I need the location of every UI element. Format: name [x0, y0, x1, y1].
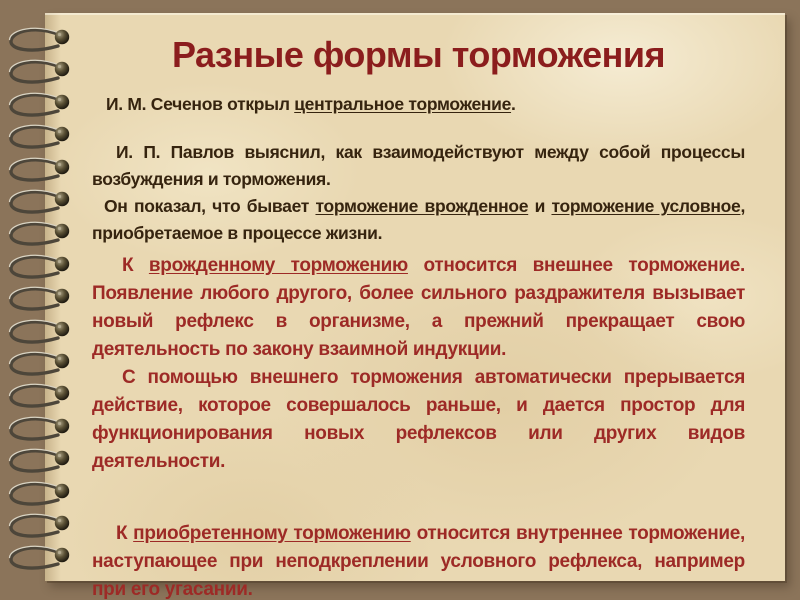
text-segment: . [511, 94, 516, 115]
paragraph [92, 139, 745, 193]
spiral-ring-icon [6, 26, 72, 56]
text-segment: С помощью внешнего торможения автоматически прерывается действие, которое совершалось раньше, и дается простор для функционирования новых рефлексов или других видов деятельности. [92, 367, 745, 473]
spiral-ring-icon [6, 253, 72, 283]
spiral-ring-icon [6, 382, 72, 412]
slide-content [45, 33, 785, 600]
text-segment: и [528, 196, 552, 217]
underlined-term: центральное торможение [294, 94, 512, 115]
spiral-ring-icon [6, 318, 72, 348]
spiral-ring-icon [6, 285, 72, 315]
paragraph [92, 252, 745, 364]
underlined-term: врожденному торможению [148, 255, 408, 277]
text-segment: К [122, 255, 149, 277]
spiral-ring-icon [6, 220, 72, 250]
spiral-ring-icon [6, 544, 72, 574]
paragraph [92, 364, 745, 476]
spiral-ring-icon [6, 415, 72, 445]
spiral-binding [0, 0, 80, 600]
spiral-ring-icon [6, 188, 72, 218]
spiral-ring-icon [6, 58, 72, 88]
paragraph [92, 520, 745, 600]
spiral-ring-icon [6, 156, 72, 186]
text-segment: , приобретаемое в процессе жизни. [92, 196, 746, 244]
paragraph [92, 91, 745, 118]
spiral-ring-icon [6, 91, 72, 121]
text-segment: относится внешнее торможение. Появление любого другого, более сильного раздражителя вызывает новый рефлекс в организме, а прежний прекращает свою деятельность по закону взаимной индукции. [92, 255, 745, 361]
paragraph [92, 193, 745, 247]
text-segment: И. М. Сеченов открыл [106, 94, 295, 115]
underlined-term: торможение врожденное [315, 196, 529, 217]
text-segment: К [116, 523, 134, 545]
underlined-term: торможение условное [551, 196, 741, 217]
spiral-ring-icon [6, 480, 72, 510]
spiral-ring-icon [6, 123, 72, 153]
text-segment: И. П. Павлов выяснил, как взаимодействуют между собой процессы возбуждения и торможения. [92, 142, 745, 190]
spiral-ring-icon [6, 350, 72, 380]
text-segment: относится внутреннее торможение, наступающее при неподкреплении условного рефлекса, например при его угасании. [92, 523, 745, 600]
underlined-term: приобретенному торможению [133, 523, 411, 545]
slide-body [92, 91, 745, 600]
text-segment: Он показал, что бывает [104, 196, 316, 217]
spiral-ring-icon [6, 512, 72, 542]
notebook-paper [45, 13, 785, 600]
spiral-ring-icon [6, 447, 72, 477]
page-title: Разные формы торможения [171, 34, 666, 75]
